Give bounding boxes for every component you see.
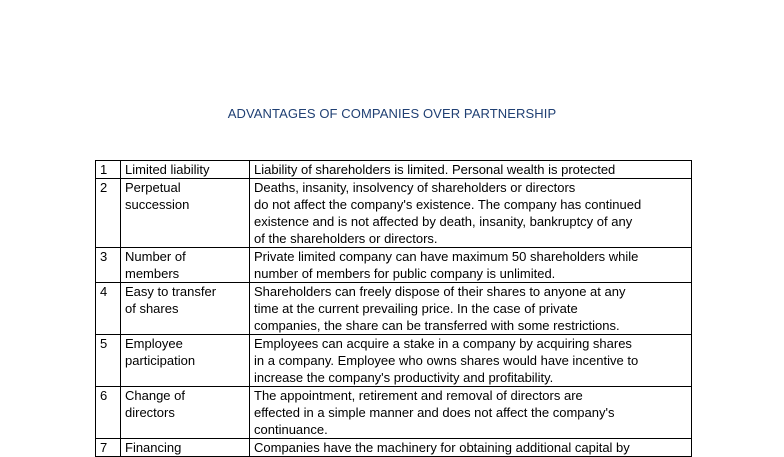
advantage-heading bbox=[121, 248, 250, 283]
description-line: in a company. Employee who owns shares would have incentive to bbox=[254, 353, 639, 368]
advantage-heading bbox=[121, 387, 250, 439]
row-number: 1 bbox=[96, 161, 121, 179]
description-line: companies, the share can be transferred with some restrictions. bbox=[254, 318, 620, 333]
description-line: Private limited company can have maximum 50 shareholders while bbox=[254, 249, 639, 264]
description-line: Liability of shareholders is limited. Personal wealth is protected bbox=[254, 162, 616, 177]
description-line: Employees can acquire a stake in a company by acquiring shares bbox=[254, 336, 632, 351]
advantage-description bbox=[250, 161, 692, 179]
advantage-description bbox=[250, 179, 692, 248]
row-number: 4 bbox=[96, 283, 121, 335]
row-number: 5 bbox=[96, 335, 121, 387]
advantage-description bbox=[250, 283, 692, 335]
advantage-heading bbox=[121, 179, 250, 248]
description-line: The appointment, retirement and removal of directors are bbox=[254, 388, 583, 403]
heading-line: Change of bbox=[125, 388, 185, 403]
advantages-table bbox=[95, 160, 692, 457]
table-row bbox=[96, 161, 692, 179]
advantage-heading bbox=[121, 439, 250, 457]
heading-line: Easy to transfer bbox=[125, 284, 217, 299]
description-line: Deaths, insanity, insolvency of shareholders or directors bbox=[254, 180, 576, 195]
advantage-heading bbox=[121, 283, 250, 335]
table-row bbox=[96, 248, 692, 283]
description-line: number of members for public company is unlimited. bbox=[254, 266, 556, 281]
heading-line: succession bbox=[125, 197, 190, 212]
table-row bbox=[96, 439, 692, 457]
description-line: do not affect the company's existence. The company has continued bbox=[254, 197, 642, 212]
description-line: of the shareholders or directors. bbox=[254, 231, 438, 246]
heading-line: Number of bbox=[125, 249, 186, 264]
heading-line: members bbox=[125, 266, 180, 281]
advantage-description bbox=[250, 387, 692, 439]
heading-line: Limited liability bbox=[125, 162, 210, 177]
table-row bbox=[96, 335, 692, 387]
heading-line: Perpetual bbox=[125, 180, 181, 195]
advantage-heading bbox=[121, 335, 250, 387]
heading-line: of shares bbox=[125, 301, 179, 316]
advantage-description bbox=[250, 439, 692, 457]
description-line: increase the company's productivity and profitability. bbox=[254, 370, 554, 385]
table-row bbox=[96, 387, 692, 439]
row-number: 7 bbox=[96, 439, 121, 457]
row-number: 3 bbox=[96, 248, 121, 283]
description-line: Shareholders can freely dispose of their shares to anyone at any bbox=[254, 284, 626, 299]
advantage-heading bbox=[121, 161, 250, 179]
description-line: continuance. bbox=[254, 422, 328, 437]
heading-line: Financing bbox=[125, 440, 182, 455]
page-title: ADVANTAGES OF COMPANIES OVER PARTNERSHIP bbox=[227, 106, 557, 121]
description-line: Companies have the machinery for obtaining additional capital by bbox=[254, 440, 630, 455]
heading-line: Employee bbox=[125, 336, 183, 351]
description-line: time at the current prevailing price. In the case of private bbox=[254, 301, 578, 316]
table-body bbox=[96, 161, 692, 457]
table-row bbox=[96, 179, 692, 248]
heading-line: directors bbox=[125, 405, 175, 420]
advantage-description bbox=[250, 335, 692, 387]
description-line: existence and is not affected by death, insanity, bankruptcy of any bbox=[254, 214, 633, 229]
table-row bbox=[96, 283, 692, 335]
row-number: 2 bbox=[96, 179, 121, 248]
row-number: 6 bbox=[96, 387, 121, 439]
heading-line: participation bbox=[125, 353, 196, 368]
advantage-description bbox=[250, 248, 692, 283]
description-line: effected in a simple manner and does not affect the company's bbox=[254, 405, 615, 420]
